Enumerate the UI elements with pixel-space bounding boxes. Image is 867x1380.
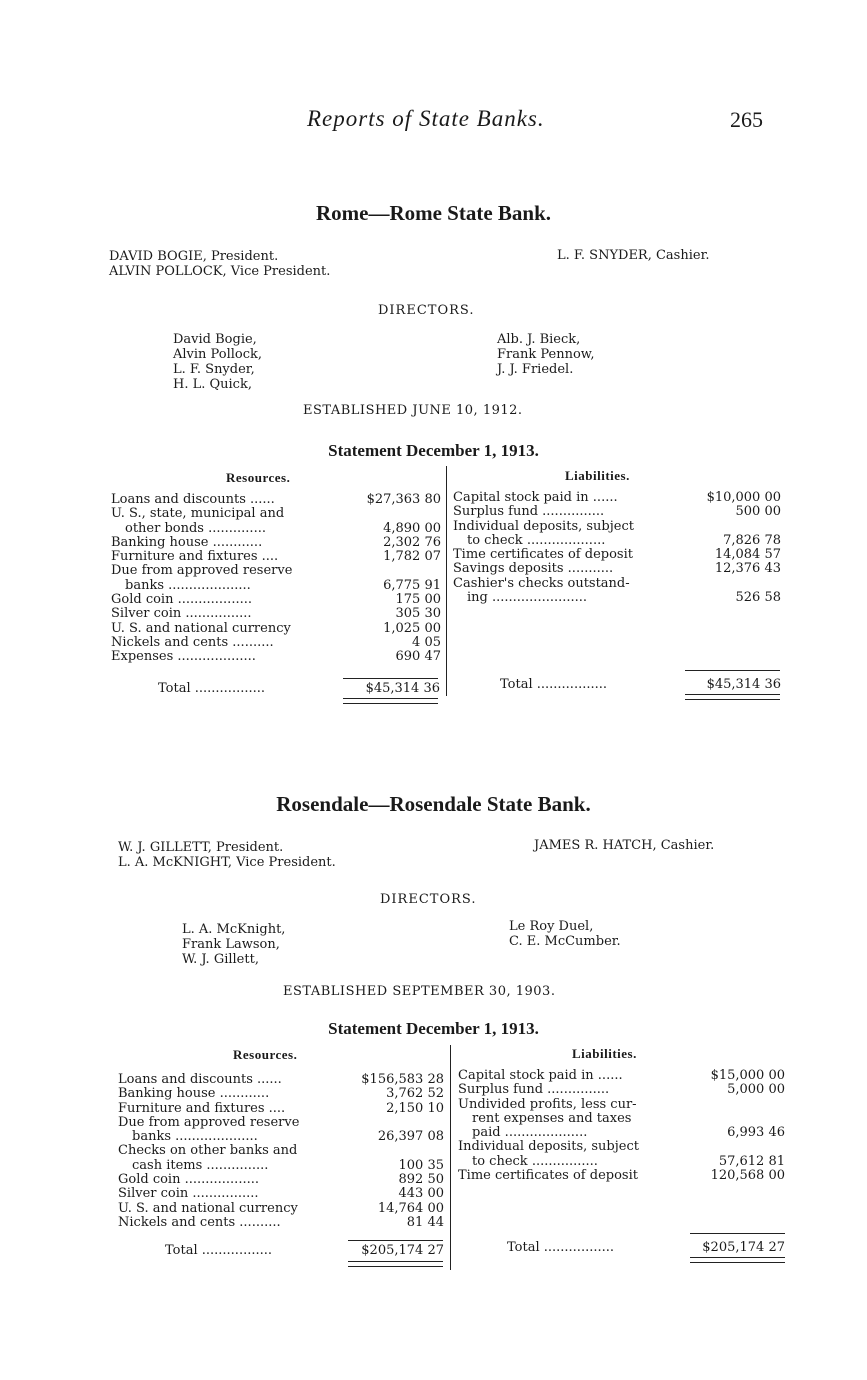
director: L. A. McKnight, bbox=[182, 922, 286, 937]
row-amount: 443 00 bbox=[398, 1186, 444, 1202]
cashier: L. F. SNYDER, Cashier. bbox=[557, 248, 710, 263]
total-liabilities: $205,174 27 bbox=[702, 1240, 785, 1255]
directors-right-list bbox=[509, 919, 621, 949]
row-label: Loans and discounts ...... bbox=[118, 1073, 282, 1087]
resource-row bbox=[111, 493, 441, 507]
liability-row bbox=[458, 1098, 785, 1112]
column-divider bbox=[446, 466, 447, 696]
officers-left bbox=[118, 840, 336, 870]
row-label: Loans and discounts ...... bbox=[111, 493, 275, 507]
director: David Bogie, bbox=[173, 332, 257, 347]
row-amount: 526 58 bbox=[735, 590, 781, 606]
directors-left-list bbox=[182, 922, 285, 967]
row-label: paid .................... bbox=[472, 1126, 588, 1141]
established-date: ESTABLISHED SEPTEMBER 30, 1903. bbox=[283, 984, 556, 999]
resources-heading: Resources. bbox=[233, 1047, 298, 1062]
vice-president: ALVIN POLLOCK, Vice President. bbox=[109, 264, 331, 279]
total-label: Total ................. bbox=[507, 1240, 615, 1255]
total-resources: $45,314 36 bbox=[365, 681, 440, 696]
row-label: to check ................ bbox=[472, 1154, 598, 1169]
cashier: JAMES R. HATCH, Cashier. bbox=[534, 838, 715, 853]
liability-row bbox=[453, 520, 781, 534]
row-label: Gold coin .................. bbox=[111, 593, 252, 608]
resource-row bbox=[111, 579, 441, 593]
row-label: Time certificates of deposit bbox=[458, 1169, 638, 1184]
row-amount: 100 35 bbox=[398, 1157, 444, 1173]
statement-title: Statement December 1, 1913. bbox=[328, 1019, 539, 1038]
resources-table bbox=[111, 493, 441, 665]
total-resources: $205,174 27 bbox=[361, 1243, 444, 1258]
liabilities-sum-rule bbox=[690, 1233, 785, 1234]
resources-double-rule bbox=[343, 698, 438, 704]
resource-row bbox=[111, 507, 441, 521]
row-label: Surplus fund ............... bbox=[458, 1083, 610, 1098]
resource-row bbox=[118, 1187, 444, 1201]
row-label: banks .................... bbox=[125, 578, 251, 593]
officers-left bbox=[109, 249, 330, 279]
row-label: Gold coin .................. bbox=[118, 1173, 259, 1188]
row-amount: 305 30 bbox=[395, 606, 441, 622]
row-amount: 4 05 bbox=[412, 634, 441, 650]
director: L. F. Snyder, bbox=[173, 362, 255, 377]
directors-heading: DIRECTORS. bbox=[378, 303, 475, 318]
directors-heading: DIRECTORS. bbox=[380, 892, 477, 907]
page-number: 265 bbox=[730, 107, 763, 132]
row-amount: 690 47 bbox=[395, 649, 441, 665]
established-date: ESTABLISHED JUNE 10, 1912. bbox=[303, 403, 523, 418]
liability-row bbox=[458, 1112, 785, 1126]
president: DAVID BOGIE, President. bbox=[109, 249, 279, 264]
row-label: banks .................... bbox=[132, 1130, 258, 1145]
statement-title: Statement December 1, 1913. bbox=[328, 441, 539, 460]
resource-row bbox=[111, 636, 441, 650]
liabilities-table bbox=[458, 1069, 785, 1183]
resources-heading: Resources. bbox=[226, 470, 291, 485]
liability-row bbox=[458, 1126, 785, 1140]
row-amount: 26,397 08 bbox=[377, 1129, 444, 1145]
row-amount: 892 50 bbox=[398, 1172, 444, 1188]
resources-sum-rule bbox=[343, 678, 438, 679]
row-amount: 2,150 10 bbox=[386, 1100, 444, 1116]
resource-row bbox=[118, 1144, 444, 1158]
resources-total-row bbox=[165, 1243, 444, 1258]
liability-row bbox=[453, 505, 781, 519]
row-amount: $27,363 80 bbox=[366, 492, 441, 507]
row-amount: 4,890 00 bbox=[383, 520, 441, 536]
resource-row bbox=[111, 650, 441, 664]
director: Alb. J. Bieck, bbox=[497, 332, 581, 347]
column-divider bbox=[450, 1045, 451, 1270]
director: Frank Pennow, bbox=[497, 347, 595, 362]
row-amount: 5,000 00 bbox=[727, 1082, 785, 1098]
row-amount: $15,000 00 bbox=[710, 1068, 785, 1083]
row-label: Capital stock paid in ...... bbox=[458, 1069, 623, 1083]
resource-row bbox=[111, 622, 441, 636]
liability-row bbox=[458, 1069, 785, 1083]
director: Frank Lawson, bbox=[182, 937, 280, 952]
row-label: Surplus fund ............... bbox=[453, 505, 605, 520]
row-amount: 12,376 43 bbox=[714, 561, 781, 577]
row-amount: 14,764 00 bbox=[377, 1200, 444, 1216]
resource-row bbox=[111, 536, 441, 550]
bank-title-rosendale: Rosendale—Rosendale State Bank. bbox=[276, 792, 591, 816]
row-label: Savings deposits ........... bbox=[453, 562, 614, 577]
row-label: Individual deposits, subject bbox=[453, 519, 634, 534]
row-label: Silver coin ................ bbox=[118, 1187, 259, 1202]
row-amount: 6,993 46 bbox=[727, 1125, 785, 1141]
resource-row bbox=[118, 1087, 444, 1101]
row-amount: $156,583 28 bbox=[361, 1072, 444, 1087]
resource-row bbox=[111, 550, 441, 564]
resource-row bbox=[118, 1159, 444, 1173]
president: W. J. GILLETT, President. bbox=[118, 840, 284, 855]
director: H. L. Quick, bbox=[173, 377, 252, 392]
resources-table bbox=[118, 1073, 444, 1230]
resource-row bbox=[118, 1202, 444, 1216]
row-label: Individual deposits, subject bbox=[458, 1140, 639, 1155]
liabilities-heading: Liabilities. bbox=[565, 468, 630, 483]
directors-left-list bbox=[173, 332, 262, 392]
row-amount: 500 00 bbox=[735, 504, 781, 520]
resource-row bbox=[111, 564, 441, 578]
liabilities-heading: Liabilities. bbox=[572, 1046, 637, 1061]
row-label: Furniture and fixtures .... bbox=[111, 550, 279, 565]
row-label: Due from approved reserve bbox=[111, 564, 293, 579]
resources-sum-rule bbox=[348, 1240, 443, 1241]
row-label: Due from approved reserve bbox=[118, 1115, 300, 1130]
row-label: Time certificates of deposit bbox=[453, 548, 633, 563]
row-amount: 175 00 bbox=[395, 592, 441, 608]
row-label: Cashier's checks outstand- bbox=[453, 576, 630, 591]
liability-row bbox=[453, 491, 781, 505]
row-label: Undivided profits, less cur- bbox=[458, 1097, 637, 1112]
resource-row bbox=[118, 1216, 444, 1230]
row-amount: 57,612 81 bbox=[718, 1153, 785, 1169]
liability-row bbox=[453, 591, 781, 605]
row-label: Furniture and fixtures .... bbox=[118, 1101, 286, 1116]
vice-president: L. A. McKNIGHT, Vice President. bbox=[118, 855, 336, 870]
row-label: Banking house ............ bbox=[111, 535, 263, 550]
row-amount: 6,775 91 bbox=[383, 577, 441, 593]
total-label: Total ................. bbox=[158, 681, 266, 696]
resource-row bbox=[118, 1116, 444, 1130]
liabilities-total-row bbox=[507, 1240, 785, 1255]
liabilities-double-rule bbox=[685, 694, 780, 700]
liabilities-double-rule bbox=[690, 1257, 785, 1263]
directors-right-list bbox=[497, 332, 595, 377]
liability-row bbox=[453, 534, 781, 548]
row-label: U. S., state, municipal and bbox=[111, 507, 285, 522]
row-label: Checks on other banks and bbox=[118, 1144, 298, 1159]
row-amount: 1,025 00 bbox=[383, 620, 441, 636]
row-amount: 81 44 bbox=[406, 1214, 444, 1230]
liabilities-table bbox=[453, 491, 781, 605]
liability-row bbox=[458, 1169, 785, 1183]
row-label: ing ....................... bbox=[467, 591, 588, 606]
row-amount: 1,782 07 bbox=[383, 549, 441, 565]
resource-row bbox=[111, 593, 441, 607]
row-label: Nickels and cents .......... bbox=[111, 635, 274, 650]
row-label: U. S. and national currency bbox=[111, 621, 291, 636]
row-label: Silver coin ................ bbox=[111, 607, 252, 622]
row-label: cash items ............... bbox=[132, 1158, 269, 1173]
director: Le Roy Duel, bbox=[509, 919, 594, 934]
row-amount: 3,762 52 bbox=[386, 1086, 444, 1102]
row-label: Banking house ............ bbox=[118, 1087, 270, 1102]
resource-row bbox=[111, 522, 441, 536]
resource-row bbox=[118, 1130, 444, 1144]
resource-row bbox=[118, 1073, 444, 1087]
liability-row bbox=[458, 1140, 785, 1154]
row-amount: 14,084 57 bbox=[714, 547, 781, 563]
row-label: Expenses ................... bbox=[111, 650, 256, 665]
liabilities-total-row bbox=[500, 677, 781, 692]
liability-row bbox=[458, 1155, 785, 1169]
resource-row bbox=[118, 1102, 444, 1116]
row-label: U. S. and national currency bbox=[118, 1201, 298, 1216]
row-label: other bonds .............. bbox=[125, 521, 266, 536]
liability-row bbox=[453, 562, 781, 576]
row-label: to check ................... bbox=[467, 533, 606, 548]
director: C. E. McCumber. bbox=[509, 934, 621, 949]
resources-total-row bbox=[158, 681, 440, 696]
liability-row bbox=[453, 577, 781, 591]
resources-double-rule bbox=[348, 1261, 443, 1267]
row-label: rent expenses and taxes bbox=[472, 1111, 632, 1126]
total-liabilities: $45,314 36 bbox=[706, 677, 781, 692]
liability-row bbox=[458, 1083, 785, 1097]
bank-title-rome: Rome—Rome State Bank. bbox=[315, 201, 552, 225]
running-title: Reports of State Banks. bbox=[307, 106, 545, 131]
total-label: Total ................. bbox=[500, 677, 608, 692]
row-label: Nickels and cents .......... bbox=[118, 1215, 281, 1230]
director: Alvin Pollock, bbox=[173, 347, 263, 362]
row-amount: $10,000 00 bbox=[706, 490, 781, 505]
director: W. J. Gillett, bbox=[182, 952, 259, 967]
row-amount: 120,568 00 bbox=[710, 1168, 785, 1184]
total-label: Total ................. bbox=[165, 1243, 273, 1258]
row-label: Capital stock paid in ...... bbox=[453, 491, 618, 505]
director: J. J. Friedel. bbox=[497, 362, 574, 377]
resource-row bbox=[118, 1173, 444, 1187]
row-amount: 2,302 76 bbox=[383, 534, 441, 550]
resource-row bbox=[111, 607, 441, 621]
row-amount: 7,826 78 bbox=[723, 532, 781, 548]
liabilities-sum-rule bbox=[685, 670, 780, 671]
liability-row bbox=[453, 548, 781, 562]
